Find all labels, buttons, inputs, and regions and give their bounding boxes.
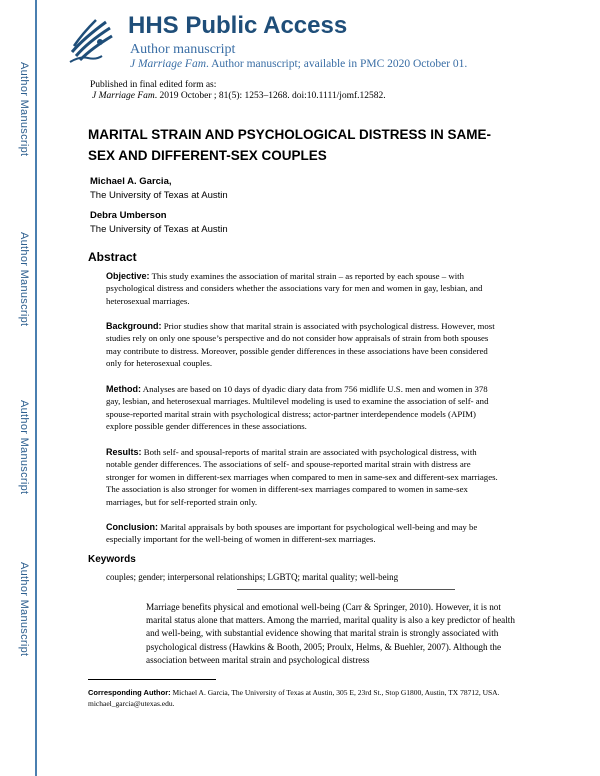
hhs-public-access-title: HHS Public Access	[128, 12, 348, 39]
author-affiliation: The University of Texas at Austin	[90, 190, 228, 201]
author-name: Michael A. Garcia,	[90, 176, 172, 187]
abstract-heading: Abstract	[88, 250, 137, 264]
sidebar-label-2: Author Manuscript	[18, 232, 30, 327]
journal-name: J Marriage Fam	[130, 58, 207, 70]
sidebar-rule	[35, 0, 37, 776]
section-label: Background:	[106, 321, 162, 331]
section-label: Method:	[106, 384, 141, 394]
abstract-objective	[106, 270, 498, 307]
published-in-line: Published in final edited form as:	[90, 80, 217, 90]
sidebar-label-4: Author Manuscript	[18, 562, 30, 657]
keywords-list: couples; gender; interpersonal relationships; LGBTQ; marital quality; well-being	[106, 572, 399, 582]
abstract-method	[106, 383, 498, 433]
footnote-label: Corresponding Author:	[88, 688, 171, 697]
author-affiliation: The University of Texas at Austin	[90, 224, 228, 235]
section-label: Objective:	[106, 271, 150, 281]
section-text: Prior studies show that marital strain is associated with psychological distress. However, most studies rely on only one spouse’s perspective and do not consider how appraisals of strain from both spouses may contribute to distress. Moreover, possible gender differences in these associations have been considered only for heterosexual couples.	[106, 321, 495, 369]
footnote-text: Michael A. Garcia, The University of Texas at Austin, 305 E, 23rd St., Stop G1800, Austin, TX 78712, USA. michael_garcia@utexas.edu.	[88, 688, 500, 708]
section-label: Conclusion:	[106, 522, 158, 532]
abstract-results	[106, 446, 498, 508]
footnote-rule	[88, 679, 216, 680]
keywords-heading: Keywords	[88, 554, 136, 565]
sidebar-label-3: Author Manuscript	[18, 400, 30, 495]
availability-text: . Author manuscript; available in PMC 2020 October 01.	[206, 58, 468, 70]
availability-line	[130, 58, 467, 70]
citation-journal: J Marriage Fam	[92, 91, 155, 101]
abstract-background	[106, 320, 498, 370]
section-text: This study examines the association of marital strain – as reported by each spouse – with psychological distress and considers whether the associations vary for men and women in gay, lesbian, and heterosexual marriages.	[106, 271, 483, 306]
citation-text: . 2019 October ; 81(5): 1253–1268. doi:10.1111/jomf.12582.	[154, 91, 386, 101]
section-text: Both self- and spousal-reports of marital strain are associated with psychological distress, with notable gender differences. The associations of self- and spouse-reported marital strain with distress are stronger for women in different-sex marriages when compared to men in same-sex and different-sex marriages. The association is also stronger for women in different-sex marriages compared to women in same-sex marriages, but for self-reported strain only.	[106, 447, 498, 507]
section-divider	[237, 589, 455, 590]
citation-line	[92, 91, 386, 101]
author-block-1	[90, 176, 228, 201]
section-text: Marital appraisals by both spouses are important for psychological well-being and may be especially important for the well-being of women in different-sex marriages.	[106, 522, 478, 545]
corresponding-author-footnote	[88, 688, 508, 709]
sidebar-label-1: Author Manuscript	[18, 62, 30, 157]
article-title: MARITAL STRAIN AND PSYCHOLOGICAL DISTRESS IN SAME-SEX AND DIFFERENT-SEX COUPLES	[88, 127, 492, 163]
abstract-conclusion	[106, 521, 498, 546]
body-paragraph: Marriage benefits physical and emotional well-being (Carr & Springer, 2010). However, it is not marital status alone that matters. Among the married, marital quality is also a key predictor of health and well-being, with substantial evidence showing that marital strain is strongly associated with psychological distress (Hawkins & Booth, 2005; Proulx, Helms, & Buehler, 2007). Although the association between marital strain and psychological distress	[146, 602, 515, 665]
hhs-eagle-logo-icon	[66, 12, 116, 66]
section-label: Results:	[106, 447, 142, 457]
author-block-2	[90, 210, 228, 235]
section-text: Analyses are based on 10 days of dyadic diary data from 756 midlife U.S. men and women in 378 gay, lesbian, and heterosexual marriages. Multilevel modeling is used to examine the association of self- and spouse-reported marital strain with psychological distress; actor-partner interdependence models (APIM) explore possible gender differences in these associations.	[106, 384, 489, 432]
author-manuscript-subtitle: Author manuscript	[130, 42, 236, 57]
author-name: Debra Umberson	[90, 210, 167, 221]
